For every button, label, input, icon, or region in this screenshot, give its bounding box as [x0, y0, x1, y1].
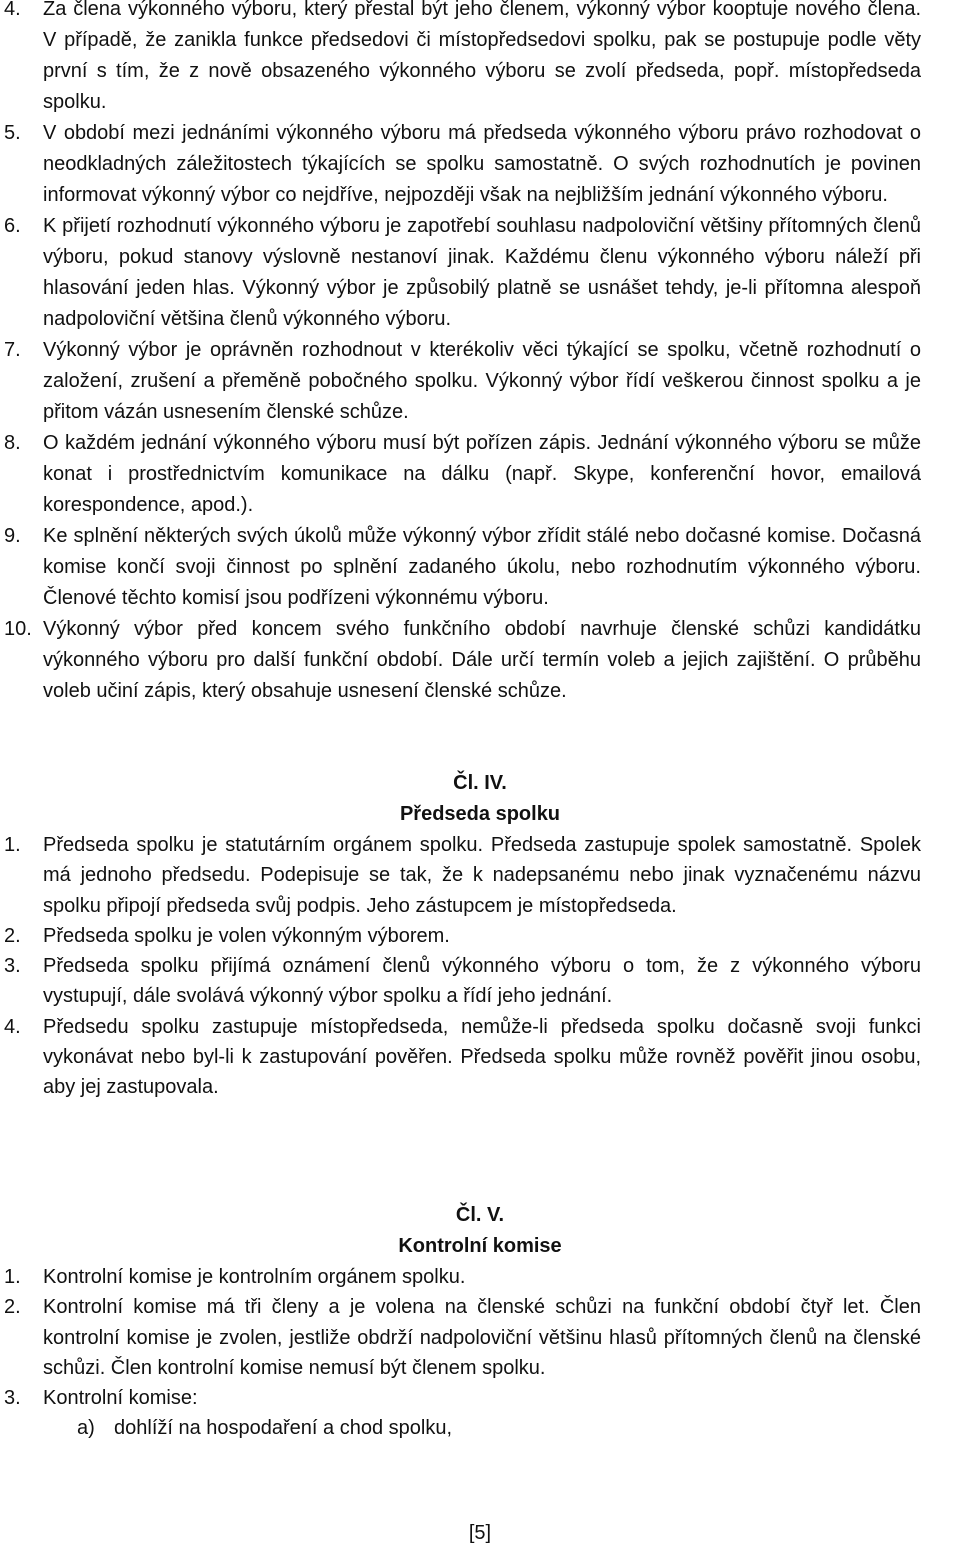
item-text: O každém jednání výkonného výboru musí být pořízen zápis. Jednání výkonného výboru se může konat i prostřednictvím komunikace na dálku (např. Skype, konferenční hovor, emailová korespondence, apod.). — [43, 432, 921, 516]
article-title: Předseda spolku — [399, 803, 561, 825]
item-number: 5. — [4, 122, 21, 144]
sub-list-item — [4, 1413, 921, 1444]
list-item — [4, 1383, 921, 1413]
control-commission-list — [4, 1262, 921, 1444]
list-item — [4, 211, 921, 335]
list-item — [4, 428, 921, 521]
list-item — [4, 521, 921, 614]
item-text: Kontrolní komise je kontrolním orgánem spolku. — [43, 1266, 466, 1288]
list-item — [4, 1012, 921, 1103]
item-number: 7. — [4, 339, 21, 361]
list-item — [4, 830, 921, 921]
item-number: 6. — [4, 215, 21, 237]
list-item — [4, 1292, 921, 1383]
list-item — [4, 335, 921, 428]
item-text: Předsedu spolku zastupuje místopředseda, nemůže-li předseda spolku dočasně svoji funkci vykonávat nebo byl-li k zastupování pověřen. Předseda spolku může rovněž pověřit jinou osobu, aby jej zastupovala. — [43, 1015, 921, 1099]
item-number: 10. — [4, 618, 32, 640]
item-number: 8. — [4, 432, 21, 454]
list-item — [4, 614, 921, 707]
item-number: 3. — [4, 1387, 21, 1410]
article-number: Čl. IV. — [453, 772, 507, 794]
item-text: Předseda spolku je volen výkonným výborem. — [43, 924, 450, 947]
item-number: 9. — [4, 525, 21, 547]
item-text: Výkonný výbor před koncem svého funkčního období navrhuje členské schůzi kandidátku výkonného výboru pro další funkční období. Dále určí termín voleb a jejich zajištění. O průběhu voleb učiní zápis, který obsahuje usnesení členské schůze. — [43, 618, 921, 702]
list-item — [4, 951, 921, 1012]
list-item — [4, 118, 921, 211]
item-number: 4. — [4, 0, 21, 20]
item-number: 1. — [4, 834, 21, 856]
list-item — [4, 0, 921, 118]
executive-committee-list — [4, 0, 921, 707]
sub-item-text: dohlíží na hospodaření a chod spolku, — [114, 1417, 453, 1440]
article-title: Kontrolní komise — [398, 1235, 562, 1257]
item-number: 2. — [4, 924, 21, 947]
item-text: Kontrolní komise: — [43, 1387, 198, 1410]
item-number: 4. — [4, 1015, 21, 1038]
item-text: Výkonný výbor je oprávněn rozhodnout v kterékoliv věci týkající se spolku, včetně rozhodnutí o založení, zrušení a přeměně pobočného spolku. Výkonný výbor řídí veškerou činnost spolku a je přitom vázán usnesením členské schůze. — [43, 339, 921, 423]
item-text: V období mezi jednáními výkonného výboru má předseda výkonného výboru právo rozhodovat o neodkladných záležitostech týkajících se spolku samostatně. O svých rozhodnutích je povinen informovat výkonný výbor co nejdříve, nejpozději však na nejbližším jednání výkonného výboru. — [43, 122, 921, 206]
list-item — [4, 1262, 921, 1292]
item-text: Předseda spolku přijímá oznámení členů výkonného výboru o tom, že z výkonného výboru vystupují, dále svolává výkonný výbor spolku a řídí jeho jednání. — [43, 955, 921, 1008]
item-number: 3. — [4, 955, 21, 978]
item-text: Ke splnění některých svých úkolů může výkonný výbor zřídit stálé nebo dočasné komise. Dočasná komise končí svoji činnost po splnění zadaného úkolu, nebo rozhodnutím výkonného výboru. Členové těchto komisí jsou podřízeni výkonnému výboru. — [43, 525, 921, 609]
item-number: 2. — [4, 1296, 21, 1319]
sub-item-letter: a) — [77, 1417, 95, 1440]
item-text: Za člena výkonného výboru, který přestal být jeho členem, výkonný výbor kooptuje nového člena. V případě, že zanikla funkce předsedovi či místopředsedovi spolku, pak se postupuje podle věty první s tím, že z nově obsazeného výkonného výboru se zvolí předseda, popř. místopředseda spolku. — [43, 0, 921, 113]
item-text: Kontrolní komise má tři členy a je volena na členské schůzi na funkční období čtyř let. Člen kontrolní komise je zvolen, jestliže obdrží nadpoloviční většinu hlasů přítomných členů na členské schůzi. Člen kontrolní komise nemusí být členem spolku. — [43, 1296, 921, 1379]
page-number: [5] — [468, 1522, 492, 1544]
article-number: Čl. V. — [455, 1204, 505, 1226]
chairman-list — [4, 830, 921, 1103]
item-text: Předseda spolku je statutárním orgánem spolku. Předseda zastupuje spolek samostatně. Spolek má jednoho předsedu. Podepisuje se tak, že k nadepsanému nebo jinak vyznačenému názvu spolku připojí předseda svůj podpis. Jeho zástupcem je místopředseda. — [43, 834, 921, 917]
item-number: 1. — [4, 1266, 21, 1288]
list-item — [4, 921, 921, 951]
item-text: K přijetí rozhodnutí výkonného výboru je zapotřebí souhlasu nadpoloviční většiny přítomných členů výboru, pokud stanovy výslovně nestanoví jinak. Každému členu výkonného výboru náleží při hlasování jeden hlas. Výkonný výbor je způsobilý platně se usnášet tehdy, je-li přítomna alespoň nadpoloviční většina členů výkonného výboru. — [43, 215, 921, 330]
